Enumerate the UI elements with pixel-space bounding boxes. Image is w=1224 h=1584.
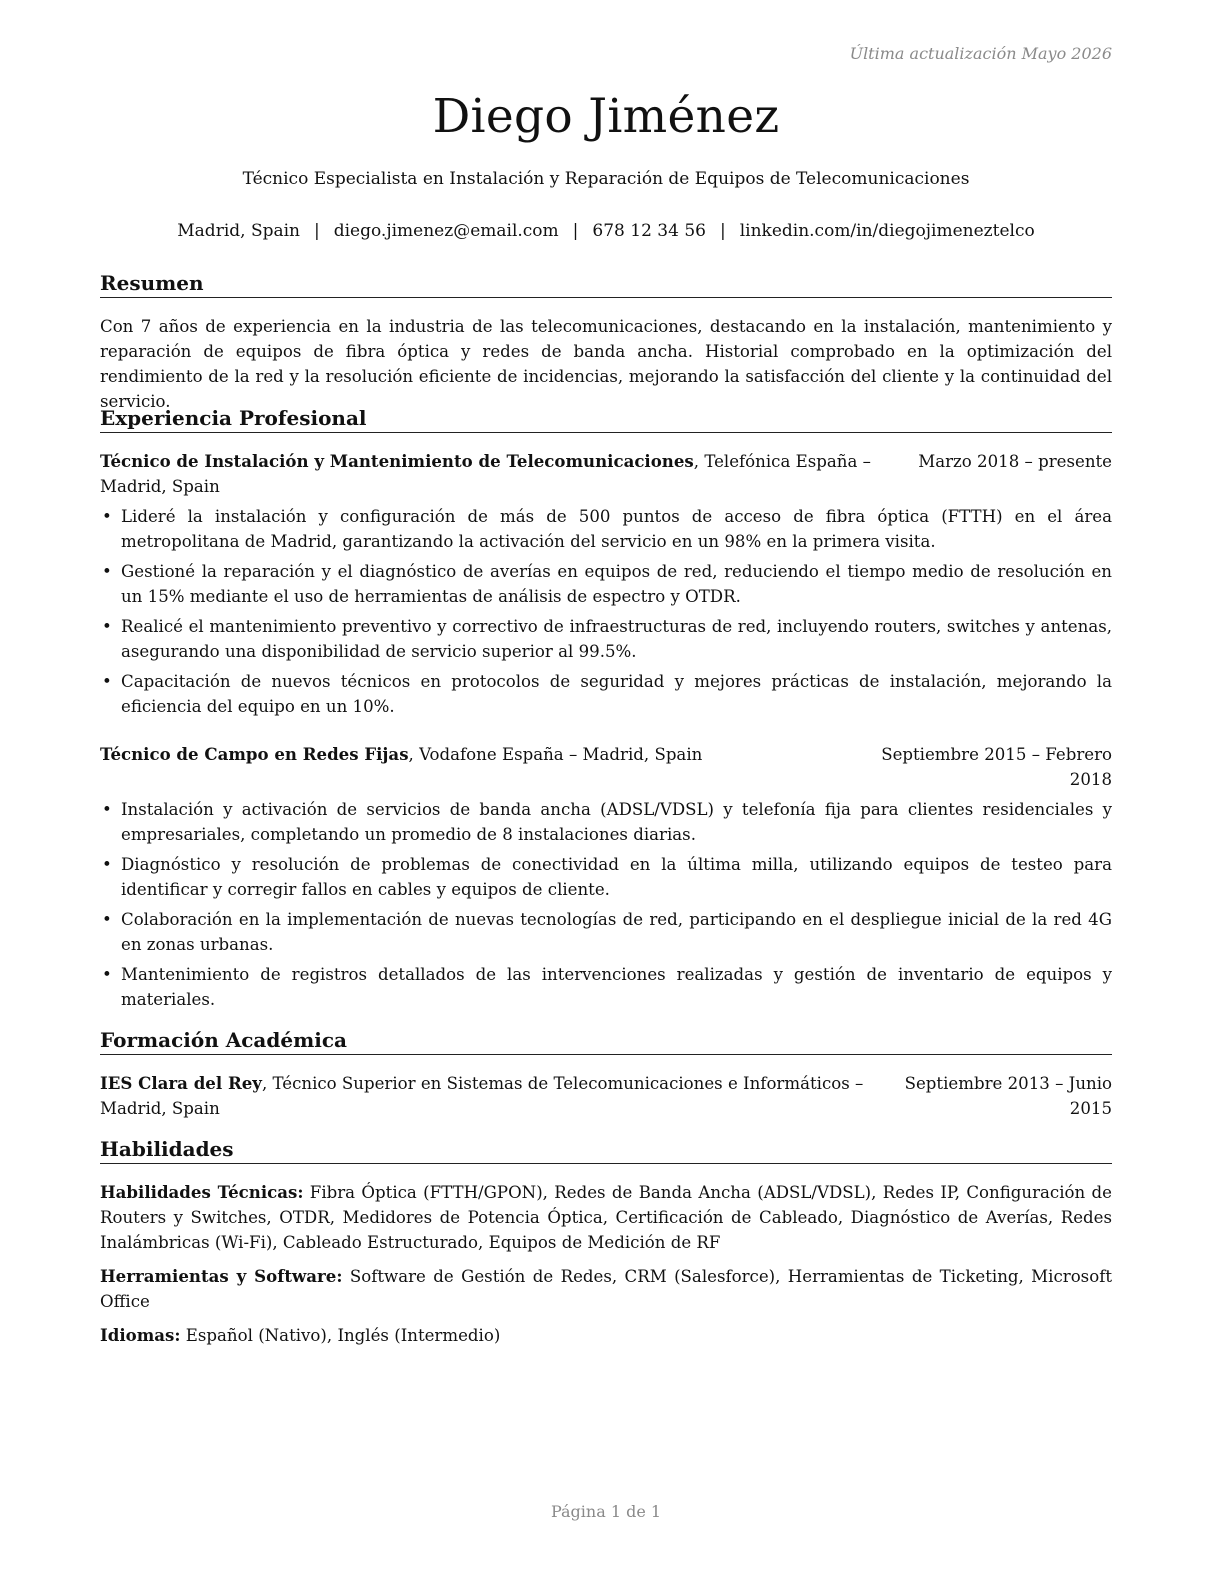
contact-line xyxy=(100,219,1112,243)
contact-separator: | xyxy=(572,221,579,241)
job-header-2 xyxy=(100,742,1112,792)
list-item xyxy=(100,797,1112,847)
bullet-text: Capacitación de nuevos técnicos en protocolos de seguridad y mejores prácticas de instalación, mejorando la eficiencia del equipo en un 10%. xyxy=(121,672,1112,716)
education-location: Madrid, Spain xyxy=(100,1099,220,1118)
technical-skills xyxy=(100,1180,1112,1255)
job-company: , Telefónica España – xyxy=(693,452,871,471)
list-item xyxy=(100,614,1112,664)
education-dates-line2: 2015 xyxy=(1069,1099,1112,1118)
education-dates xyxy=(905,1071,1112,1121)
job-header-1 xyxy=(100,449,1112,499)
list-item xyxy=(100,907,1112,957)
last-updated-note: Última actualización Mayo 2026 xyxy=(849,44,1112,63)
page-number: Página 1 de 1 xyxy=(550,1502,662,1521)
languages-label: Idiomas: xyxy=(100,1325,181,1345)
contact-location: Madrid, Spain xyxy=(177,221,300,241)
technical-skills-text: Fibra Óptica (FTTH/GPON), Redes de Banda Ancha (ADSL/VDSL), Redes IP, Configuración de Routers y Switches, OTDR, Medidores de Potencia Óptica, Certificación de Cableado, Diagnóstico de Averías, Redes Inalámbricas (Wi-Fi), Cableado Estructurado, Equipos de Medición de RF xyxy=(100,1183,1112,1252)
skills-heading: Habilidades xyxy=(100,1136,1112,1164)
list-item xyxy=(100,962,1112,1012)
bullet-text: Instalación y activación de servicios de banda ancha (ADSL/VDSL) y telefonía fija para clientes residenciales y empresariales, completando un promedio de 8 instalaciones diarias. xyxy=(121,800,1112,844)
job-role: Técnico de Campo en Redes Fijas xyxy=(100,744,409,764)
list-item xyxy=(100,852,1112,902)
summary-heading: Resumen xyxy=(100,270,1112,298)
education-heading: Formación Académica xyxy=(100,1027,1112,1055)
job-location: Madrid, Spain xyxy=(100,477,220,496)
contact-email[interactable]: diego.jimenez@email.com xyxy=(333,221,559,241)
experience-heading: Experiencia Profesional xyxy=(100,405,1112,433)
bullet-icon: • xyxy=(102,507,112,526)
job-role: Técnico de Instalación y Mantenimiento de Telecomunicaciones xyxy=(100,451,694,471)
job-bullets-1 xyxy=(100,504,1112,724)
job-dates-line1: Septiembre 2015 – Febrero xyxy=(881,745,1112,764)
list-item xyxy=(100,559,1112,609)
bullet-icon: • xyxy=(102,965,112,984)
list-item xyxy=(100,504,1112,554)
education-entry xyxy=(100,1071,1112,1121)
bullet-icon: • xyxy=(102,672,112,691)
bullet-icon: • xyxy=(102,617,112,636)
tools-label: Herramientas y Software: xyxy=(100,1266,343,1286)
job-dates xyxy=(881,742,1112,792)
contact-phone: 678 12 34 56 xyxy=(592,221,706,241)
bullet-icon: • xyxy=(102,800,112,819)
bullet-icon: • xyxy=(102,910,112,929)
job-bullets-2 xyxy=(100,797,1112,1017)
technical-skills-label: Habilidades Técnicas: xyxy=(100,1182,304,1202)
job-company: , Vodafone España – Madrid, Spain xyxy=(408,745,703,764)
bullet-text: Lideré la instalación y configuración de más de 500 puntos de acceso de fibra óptica (FTTH) en el área metropolitana de Madrid, garantizando la activación del servicio en un 98% en la primera visita. xyxy=(121,507,1112,551)
contact-separator: | xyxy=(719,221,726,241)
job-dates-line2: 2018 xyxy=(1069,770,1112,789)
contact-separator: | xyxy=(314,221,320,241)
contact-linkedin[interactable]: linkedin.com/in/diegojimeneztelco xyxy=(739,221,1035,241)
job-dates: Marzo 2018 – presente xyxy=(918,452,1112,471)
job-title-block xyxy=(100,449,871,499)
bullet-text: Realicé el mantenimiento preventivo y correctivo de infraestructuras de red, incluyendo routers, switches y antenas, asegurando una disponibilidad de servicio superior al 99.5%. xyxy=(121,617,1112,661)
list-item xyxy=(100,669,1112,719)
education-school: IES Clara del Rey xyxy=(100,1073,262,1093)
languages-text: Español (Nativo), Inglés (Intermedio) xyxy=(180,1326,501,1345)
bullet-text: Gestioné la reparación y el diagnóstico de averías en equipos de red, reduciendo el tiempo medio de resolución en un 15% mediante el uso de herramientas de análisis de espectro y OTDR. xyxy=(121,562,1112,606)
education-dates-line1: Septiembre 2013 – Junio xyxy=(904,1074,1112,1093)
languages-skills xyxy=(100,1323,1112,1348)
bullet-text: Mantenimiento de registros detallados de las intervenciones realizadas y gestión de inventario de equipos y materiales. xyxy=(121,965,1112,1009)
bullet-text: Diagnóstico y resolución de problemas de conectividad en la última milla, utilizando equipos de testeo para identificar y corregir fallos en cables y equipos de cliente. xyxy=(121,855,1112,899)
candidate-headline: Técnico Especialista en Instalación y Reparación de Equipos de Telecomunicaciones xyxy=(242,169,970,189)
bullet-text: Colaboración en la implementación de nuevas tecnologías de red, participando en el despliegue inicial de la red 4G en zonas urbanas. xyxy=(121,910,1112,954)
job-title-block xyxy=(100,742,702,767)
candidate-name: Diego Jiménez xyxy=(432,89,780,144)
resume-page xyxy=(100,0,1112,1584)
tools-text: Software de Gestión de Redes, CRM (Salesforce), Herramientas de Ticketing, Microsoft Office xyxy=(100,1267,1112,1311)
education-title-block xyxy=(100,1071,863,1121)
education-degree: , Técnico Superior en Sistemas de Telecomunicaciones e Informáticos – xyxy=(261,1074,864,1093)
summary-text: Con 7 años de experiencia en la industria de las telecomunicaciones, destacando en la instalación, mantenimiento y reparación de equipos de fibra óptica y redes de banda ancha. Historial comprobado en la optimización del rendimiento de la red y la resolución eficiente de incidencias, mejorando la satisfacción del cliente y la continuidad del servicio. xyxy=(100,317,1112,411)
bullet-icon: • xyxy=(102,562,112,581)
bullet-icon: • xyxy=(102,855,112,874)
tools-skills xyxy=(100,1264,1112,1314)
